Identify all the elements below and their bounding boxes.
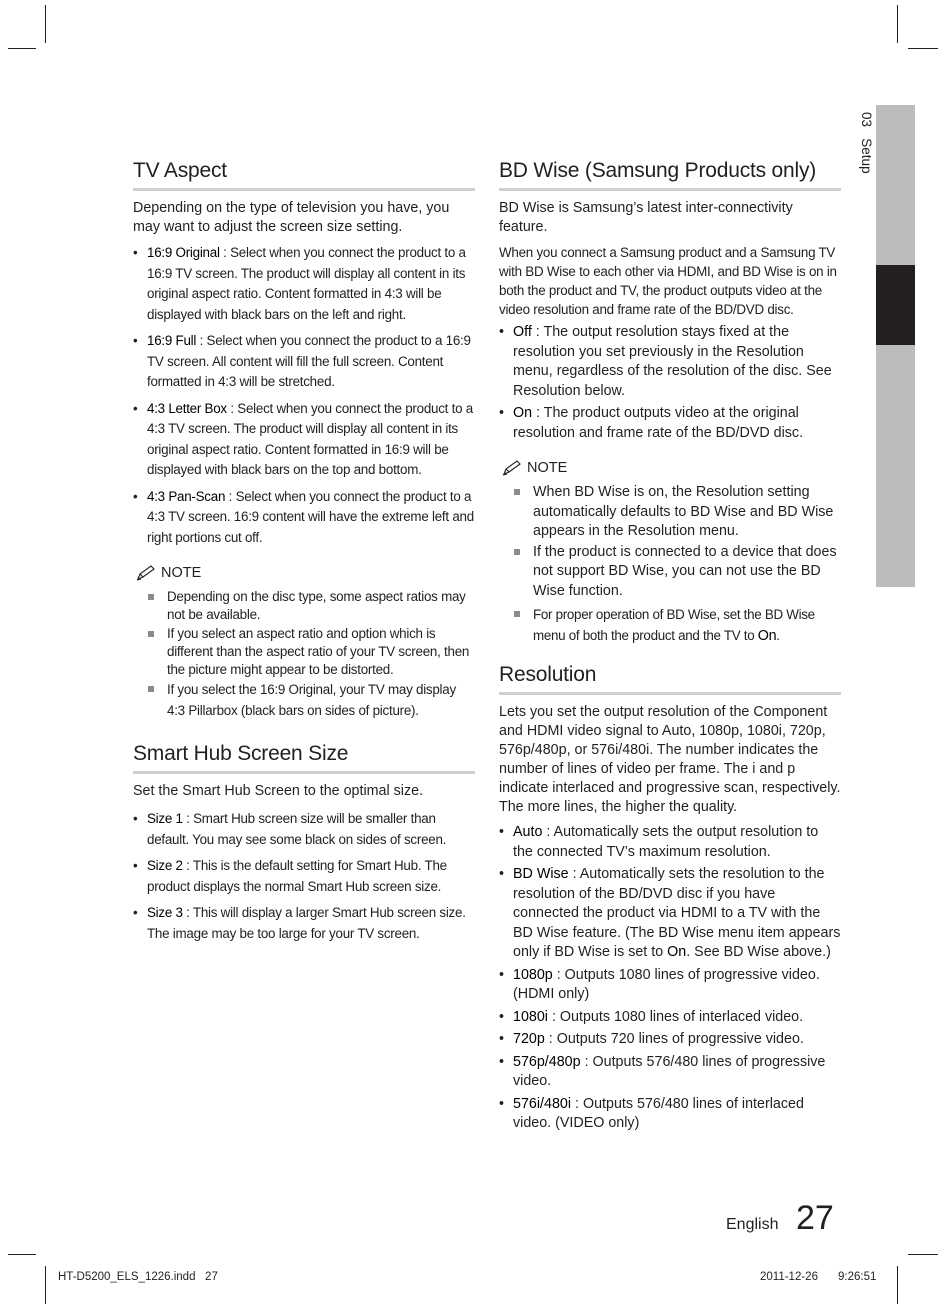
list-item bbox=[499, 865, 841, 963]
option-term: 16:9 Full bbox=[147, 333, 197, 348]
option-text: : Select when you connect the product to a 4:3 TV screen. 16:9 content will have the extreme left and right portions cut off. bbox=[147, 488, 474, 545]
list-item bbox=[133, 243, 475, 325]
option-term: On bbox=[513, 405, 533, 421]
list-item bbox=[133, 903, 475, 944]
crop-mark bbox=[8, 48, 36, 49]
option-term: 4:3 Letter Box bbox=[147, 400, 227, 416]
right-column bbox=[499, 158, 841, 1137]
note-item: Depending on the disc type, some aspect ratios may not be available. bbox=[133, 588, 475, 624]
option-term: Size 3 bbox=[147, 905, 183, 920]
option-list bbox=[499, 823, 841, 1134]
option-text: : Outputs 1080 lines of interlaced video. bbox=[547, 1008, 804, 1025]
crop-mark bbox=[8, 1254, 36, 1255]
crop-mark bbox=[908, 48, 938, 49]
chapter-tab-label bbox=[852, 112, 874, 232]
note-text: For proper operation of BD Wise, set the BD Wise menu of both the product and the TV to bbox=[533, 607, 815, 643]
note-list bbox=[133, 588, 475, 721]
list-item bbox=[133, 399, 475, 481]
page-number: 27 bbox=[796, 1199, 834, 1237]
list-item bbox=[499, 323, 841, 401]
bd-wise-section bbox=[499, 158, 841, 646]
page-language: English bbox=[726, 1216, 779, 1233]
section-title: TV Aspect bbox=[133, 158, 475, 191]
option-text: . See BD Wise above.) bbox=[686, 944, 831, 960]
option-text: : Automatically sets the output resolution to the connected TV’s maximum resolution. bbox=[513, 824, 819, 860]
list-item bbox=[133, 331, 475, 393]
section-description: When you connect a Samsung product and a Samsung TV with BD Wise to each other via HDMI, and BD Wise is on in both the product and TV, the product outputs video at the video resolution and frame rate of the BD/DVD disc. bbox=[499, 245, 837, 317]
note-text-end: . bbox=[776, 627, 780, 643]
section-intro: Depending on the type of television you have, you may want to adjust the screen size setting. bbox=[133, 200, 450, 235]
option-term: 4:3 Pan-Scan bbox=[147, 488, 226, 504]
crop-mark bbox=[897, 1266, 898, 1304]
option-term: 576p/480p bbox=[513, 1053, 581, 1070]
pencil-icon bbox=[135, 564, 157, 582]
note-item: If you select the 16:9 Original, your TV may display 4:3 Pillarbox (black bars on sides of picture). bbox=[133, 680, 475, 721]
crop-mark bbox=[45, 1266, 46, 1304]
note-label: NOTE bbox=[161, 565, 202, 581]
list-item bbox=[499, 404, 841, 443]
section-intro: Lets you set the output resolution of the Component and HDMI video signal to Auto, 1080p, 1080i, 720p, 576p/480p, or 576i/480i. The number indicates the number of lines of video per frame. The i and p indicate interlaced and progressive scan, respectively. The more lines, the higher the quality. bbox=[499, 704, 841, 815]
list-item bbox=[499, 966, 841, 1005]
list-item bbox=[133, 487, 475, 549]
option-term: Auto bbox=[513, 824, 543, 840]
list-item bbox=[499, 1053, 841, 1092]
chapter-tab-marker bbox=[876, 265, 915, 345]
option-term: 1080p bbox=[513, 966, 553, 983]
note-label: NOTE bbox=[527, 460, 568, 476]
option-term: 1080i bbox=[513, 1008, 548, 1025]
list-item bbox=[499, 1095, 841, 1134]
option-list bbox=[133, 809, 475, 944]
option-term: BD Wise bbox=[513, 866, 569, 882]
note-item bbox=[499, 605, 841, 646]
list-item bbox=[499, 1030, 841, 1050]
print-time: 9:26:51 bbox=[838, 1271, 877, 1283]
note-item: If the product is connected to a device that does not support BD Wise, you can not use the BD Wise function. bbox=[499, 543, 841, 602]
print-date: 2011-12-26 bbox=[760, 1271, 818, 1283]
section-intro: BD Wise is Samsung’s latest inter-connectivity feature. bbox=[499, 200, 793, 235]
option-text: : Select when you connect the product to a 16:9 TV screen. All content will fill the full screen. Content formatted in 4:3 will be stretched. bbox=[147, 333, 471, 389]
option-text: : Smart Hub screen size will be smaller than default. You may see some black on sides of screen. bbox=[147, 811, 447, 847]
section-title: Resolution bbox=[499, 662, 841, 695]
list-item bbox=[133, 856, 475, 897]
option-term: Size 2 bbox=[147, 858, 183, 873]
pencil-icon bbox=[501, 459, 523, 477]
option-term: Off bbox=[513, 324, 532, 340]
option-text: : The product outputs video at the original resolution and frame rate of the BD/DVD disc. bbox=[513, 405, 804, 441]
crop-mark bbox=[45, 5, 46, 43]
option-text: : Outputs 720 lines of progressive video. bbox=[544, 1031, 804, 1047]
option-text: : This will display a larger Smart Hub screen size. The image may be too large for your TV screen. bbox=[147, 905, 466, 941]
note-heading bbox=[501, 459, 841, 477]
option-term: 720p bbox=[513, 1031, 545, 1047]
note-item: If you select an aspect ratio and option which is different than the aspect ratio of your TV screen, then the picture might appear to be distorted. bbox=[133, 625, 475, 679]
option-text: : This is the default setting for Smart Hub. The product displays the normal Smart Hub screen size. bbox=[147, 858, 447, 894]
note-item: When BD Wise is on, the Resolution setting automatically defaults to BD Wise and BD Wise appears in the Resolution menu. bbox=[499, 483, 841, 542]
note-list bbox=[499, 483, 841, 646]
option-term: 16:9 Original bbox=[147, 245, 220, 260]
section-intro: Set the Smart Hub Screen to the optimal size. bbox=[133, 783, 424, 799]
option-text: : Select when you connect the product to a 16:9 TV screen. The product will display all content in its original aspect ratio. Content formatted in 4:3 will be displayed with black bars on the left and right. bbox=[147, 245, 466, 322]
option-text: : Outputs 576/480 lines of interlaced video. (VIDEO only) bbox=[513, 1095, 804, 1131]
option-list bbox=[499, 323, 841, 443]
option-list bbox=[133, 243, 475, 548]
option-text: : The output resolution stays fixed at the resolution you set previously in the Resolution menu, regardless of the resolution of the disc. See Resolution below. bbox=[513, 324, 832, 399]
option-term: 576i/480i bbox=[513, 1095, 572, 1112]
chapter-title: Setup bbox=[859, 138, 874, 174]
option-text: : Automatically sets the resolution to the resolution of the BD/DVD disc if you have connected the product via HDMI to a TV with the BD Wise feature. (The BD Wise menu item appears only if BD Wise is set to bbox=[513, 866, 841, 960]
option-text: : Outputs 1080 lines of progressive video. (HDMI only) bbox=[513, 966, 820, 1002]
list-item bbox=[499, 823, 841, 862]
option-term: On bbox=[757, 627, 777, 644]
note-heading bbox=[135, 564, 475, 582]
section-title: BD Wise (Samsung Products only) bbox=[499, 158, 841, 191]
list-item bbox=[133, 809, 475, 850]
chapter-tab-bar bbox=[876, 105, 915, 587]
crop-mark bbox=[908, 1254, 938, 1255]
option-term: On bbox=[667, 944, 687, 960]
left-column bbox=[133, 158, 475, 950]
section-title: Smart Hub Screen Size bbox=[133, 741, 475, 774]
crop-mark bbox=[897, 5, 898, 43]
chapter-number: 03 bbox=[859, 112, 874, 128]
tv-aspect-section bbox=[133, 158, 475, 721]
option-term: Size 1 bbox=[147, 811, 183, 826]
option-text: : Select when you connect the product to a 4:3 TV screen. The product will display all content in its original aspect ratio. Content formatted in 16:9 will be displayed with black bars on the top and bottom. bbox=[147, 400, 473, 477]
option-text: : Outputs 576/480 lines of progressive video. bbox=[513, 1053, 826, 1089]
resolution-section bbox=[499, 662, 841, 1134]
smart-hub-section bbox=[133, 741, 475, 944]
print-file-info: HT-D5200_ELS_1226.indd 27 bbox=[58, 1271, 218, 1283]
list-item bbox=[499, 1008, 841, 1028]
